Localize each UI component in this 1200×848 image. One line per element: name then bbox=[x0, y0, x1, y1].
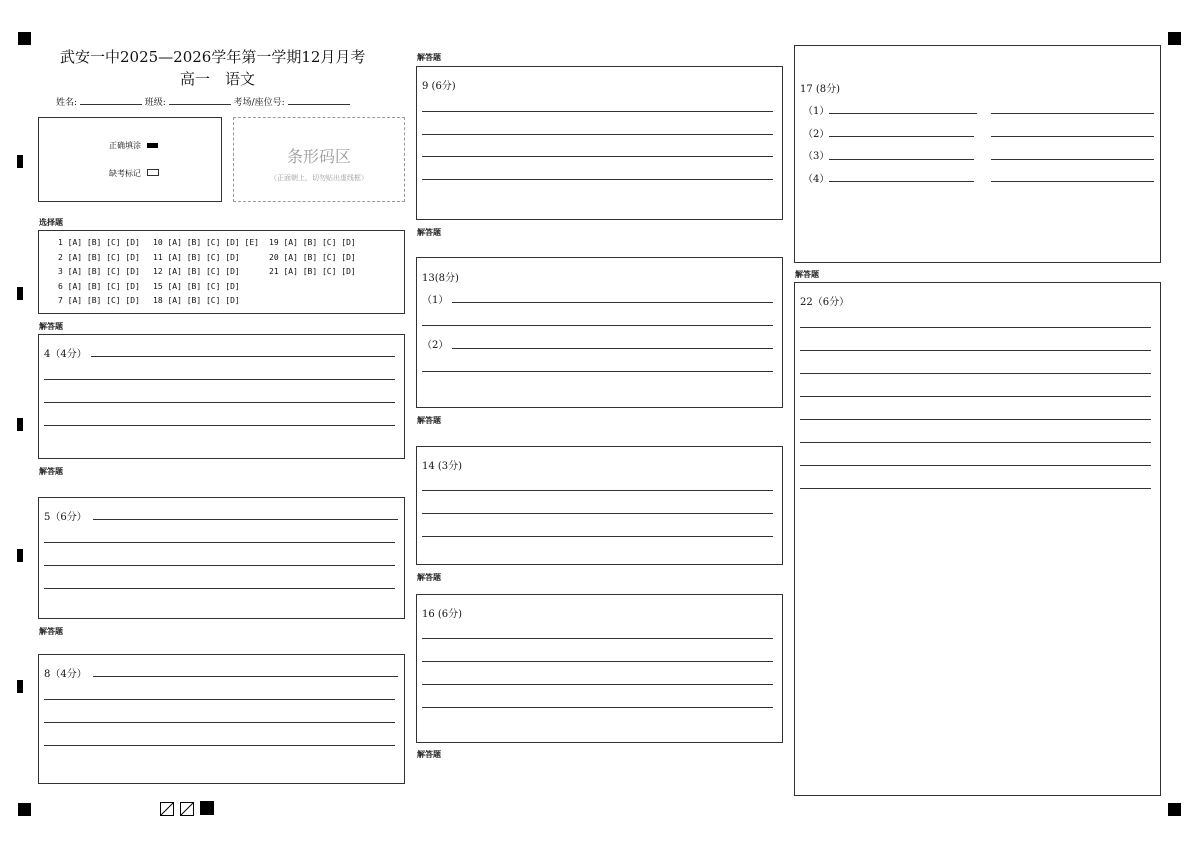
bottom-mark-slash-2 bbox=[180, 801, 194, 815]
answer-line[interactable] bbox=[91, 356, 395, 357]
question-14-label: 14 (3分) bbox=[422, 461, 463, 472]
answer-line[interactable] bbox=[422, 325, 773, 326]
absent-mark-example bbox=[109, 168, 159, 179]
correct-fill-label: 正确填涂 bbox=[109, 141, 141, 150]
question-8-box[interactable] bbox=[38, 654, 405, 784]
choice-row-3[interactable]: 3 [A] [B] [C] [D] bbox=[58, 267, 140, 276]
answer-line[interactable] bbox=[800, 442, 1151, 443]
answer-line[interactable] bbox=[44, 745, 395, 746]
question-13-part-1-label: （1） bbox=[422, 295, 449, 306]
answer-line[interactable] bbox=[829, 181, 974, 182]
answer-line[interactable] bbox=[422, 179, 773, 180]
bottom-mark-filled bbox=[200, 801, 214, 815]
answer-section-label: 解答题 bbox=[417, 53, 441, 62]
absent-checkbox[interactable] bbox=[147, 169, 159, 176]
answer-line[interactable] bbox=[800, 465, 1151, 466]
question-17-part-3-label: （3） bbox=[803, 151, 830, 162]
answer-line[interactable] bbox=[422, 111, 773, 112]
question-22-box[interactable] bbox=[794, 282, 1161, 796]
side-tick bbox=[17, 549, 23, 562]
choice-row-18[interactable]: 18 [A] [B] [C] [D] bbox=[153, 296, 240, 305]
answer-line[interactable] bbox=[800, 396, 1151, 397]
choice-row-15[interactable]: 15 [A] [B] [C] [D] bbox=[153, 281, 240, 291]
name-label: 姓名: bbox=[56, 98, 78, 108]
barcode-area bbox=[233, 117, 405, 202]
answer-line[interactable] bbox=[800, 488, 1151, 489]
choice-row-10[interactable]: 10 [A] [B] [C] [D] [E] bbox=[153, 238, 259, 247]
choice-column-2 bbox=[153, 236, 259, 309]
answer-line[interactable] bbox=[800, 350, 1151, 351]
question-17-part-1-label: （1） bbox=[803, 106, 830, 117]
answer-line[interactable] bbox=[44, 565, 395, 566]
choice-row-1[interactable]: 1 [A] [B] [C] [D] bbox=[58, 238, 140, 247]
answer-line[interactable] bbox=[991, 159, 1154, 160]
question-17-label: 17 (8分) bbox=[800, 84, 841, 95]
answer-line[interactable] bbox=[452, 348, 773, 349]
answer-line[interactable] bbox=[452, 302, 773, 303]
answer-line[interactable] bbox=[44, 425, 395, 426]
question-5-label: 5（6分） bbox=[44, 512, 87, 523]
absent-mark-label: 缺考标记 bbox=[109, 169, 141, 178]
barcode-title: 条形码区 bbox=[286, 147, 351, 166]
side-tick bbox=[17, 287, 23, 300]
class-label: 班级: bbox=[144, 98, 166, 108]
choice-column-1 bbox=[58, 236, 140, 309]
answer-section-label: 解答题 bbox=[795, 270, 819, 279]
answer-line[interactable] bbox=[422, 661, 773, 662]
choice-section-label: 选择题 bbox=[39, 218, 63, 227]
answer-line[interactable] bbox=[422, 536, 773, 537]
choice-row-21[interactable]: 21 [A] [B] [C] [D] bbox=[269, 267, 356, 276]
answer-line[interactable] bbox=[800, 373, 1151, 374]
exam-title: 武安一中2025—2026学年第一学期12月月考 bbox=[60, 48, 366, 66]
correct-fill-example bbox=[109, 140, 158, 151]
answer-line[interactable] bbox=[829, 113, 977, 114]
answer-line[interactable] bbox=[44, 588, 395, 589]
exam-subject: 高一 语文 bbox=[180, 70, 256, 88]
question-4-box[interactable] bbox=[38, 334, 405, 459]
choice-row-19[interactable]: 19 [A] [B] [C] [D] bbox=[269, 238, 356, 247]
choice-row-6[interactable]: 6 [A] [B] [C] [D] bbox=[58, 281, 140, 291]
answer-line[interactable] bbox=[422, 513, 773, 514]
choice-row-7[interactable]: 7 [A] [B] [C] [D] bbox=[58, 296, 140, 305]
answer-section-label: 解答题 bbox=[39, 322, 63, 331]
answer-line[interactable] bbox=[991, 136, 1154, 137]
side-tick bbox=[17, 680, 23, 693]
bottom-mark-slash-1 bbox=[160, 801, 174, 815]
question-13-box[interactable] bbox=[416, 257, 783, 408]
barcode-note: （正面朝上，切勿贴出虚线框） bbox=[270, 174, 368, 182]
answer-line[interactable] bbox=[44, 542, 395, 543]
answer-line[interactable] bbox=[422, 490, 773, 491]
answer-line[interactable] bbox=[44, 402, 395, 403]
question-16-label: 16 (6分) bbox=[422, 609, 463, 620]
question-17-part-4-label: （4） bbox=[803, 174, 830, 185]
seat-label: 考场/座位号: bbox=[233, 98, 285, 108]
answer-line[interactable] bbox=[44, 722, 395, 723]
answer-line[interactable] bbox=[44, 379, 395, 380]
answer-line[interactable] bbox=[422, 134, 773, 135]
answer-line[interactable] bbox=[800, 419, 1151, 420]
question-17-part-2-label: （2） bbox=[803, 129, 830, 140]
student-info-row bbox=[56, 95, 350, 108]
side-tick bbox=[17, 418, 23, 431]
answer-line[interactable] bbox=[422, 638, 773, 639]
corner-mark-top-right bbox=[1168, 32, 1181, 45]
answer-line[interactable] bbox=[422, 156, 773, 157]
corner-mark-bottom-left bbox=[18, 803, 31, 816]
question-13-label: 13(8分) bbox=[422, 273, 459, 284]
class-field[interactable] bbox=[169, 104, 231, 105]
question-8-label: 8（4分） bbox=[44, 669, 87, 680]
answer-line[interactable] bbox=[991, 181, 1154, 182]
answer-line[interactable] bbox=[422, 371, 773, 372]
choice-column-3 bbox=[269, 236, 356, 280]
question-22-label: 22（6分） bbox=[800, 297, 850, 308]
answer-section-label: 解答题 bbox=[39, 627, 63, 636]
answer-line[interactable] bbox=[93, 676, 398, 677]
answer-line[interactable] bbox=[93, 519, 398, 520]
answer-section-label: 解答题 bbox=[417, 228, 441, 237]
answer-line[interactable] bbox=[829, 136, 974, 137]
answer-section-label: 解答题 bbox=[417, 750, 441, 759]
question-13-part-2-label: （2） bbox=[422, 340, 449, 351]
question-17-box[interactable] bbox=[794, 45, 1161, 263]
choice-row-11[interactable]: 11 [A] [B] [C] [D] bbox=[153, 252, 240, 262]
question-5-box[interactable] bbox=[38, 497, 405, 619]
choice-row-2[interactable]: 2 [A] [B] [C] [D] bbox=[58, 252, 140, 262]
answer-line[interactable] bbox=[44, 699, 395, 700]
answer-section-label: 解答题 bbox=[417, 573, 441, 582]
answer-line[interactable] bbox=[829, 159, 974, 160]
question-16-box[interactable] bbox=[416, 594, 783, 743]
seat-field[interactable] bbox=[288, 104, 350, 105]
fill-example-box bbox=[38, 117, 222, 202]
choice-row-12[interactable]: 12 [A] [B] [C] [D] bbox=[153, 267, 240, 276]
filled-mark-icon bbox=[147, 143, 158, 148]
answer-section-label: 解答题 bbox=[417, 416, 441, 425]
corner-mark-top-left bbox=[18, 32, 31, 45]
question-14-box[interactable] bbox=[416, 446, 783, 565]
name-field[interactable] bbox=[80, 104, 142, 105]
question-9-box[interactable] bbox=[416, 66, 783, 220]
choice-answer-box bbox=[38, 230, 405, 314]
answer-line[interactable] bbox=[422, 684, 773, 685]
corner-mark-bottom-right bbox=[1168, 803, 1181, 816]
answer-line[interactable] bbox=[800, 327, 1151, 328]
choice-row-20[interactable]: 20 [A] [B] [C] [D] bbox=[269, 252, 356, 262]
answer-line[interactable] bbox=[422, 707, 773, 708]
question-4-label: 4（4分） bbox=[44, 349, 87, 360]
question-9-label: 9 (6分) bbox=[422, 81, 456, 92]
answer-section-label: 解答题 bbox=[39, 467, 63, 476]
side-tick bbox=[17, 155, 23, 168]
answer-line[interactable] bbox=[991, 113, 1154, 114]
